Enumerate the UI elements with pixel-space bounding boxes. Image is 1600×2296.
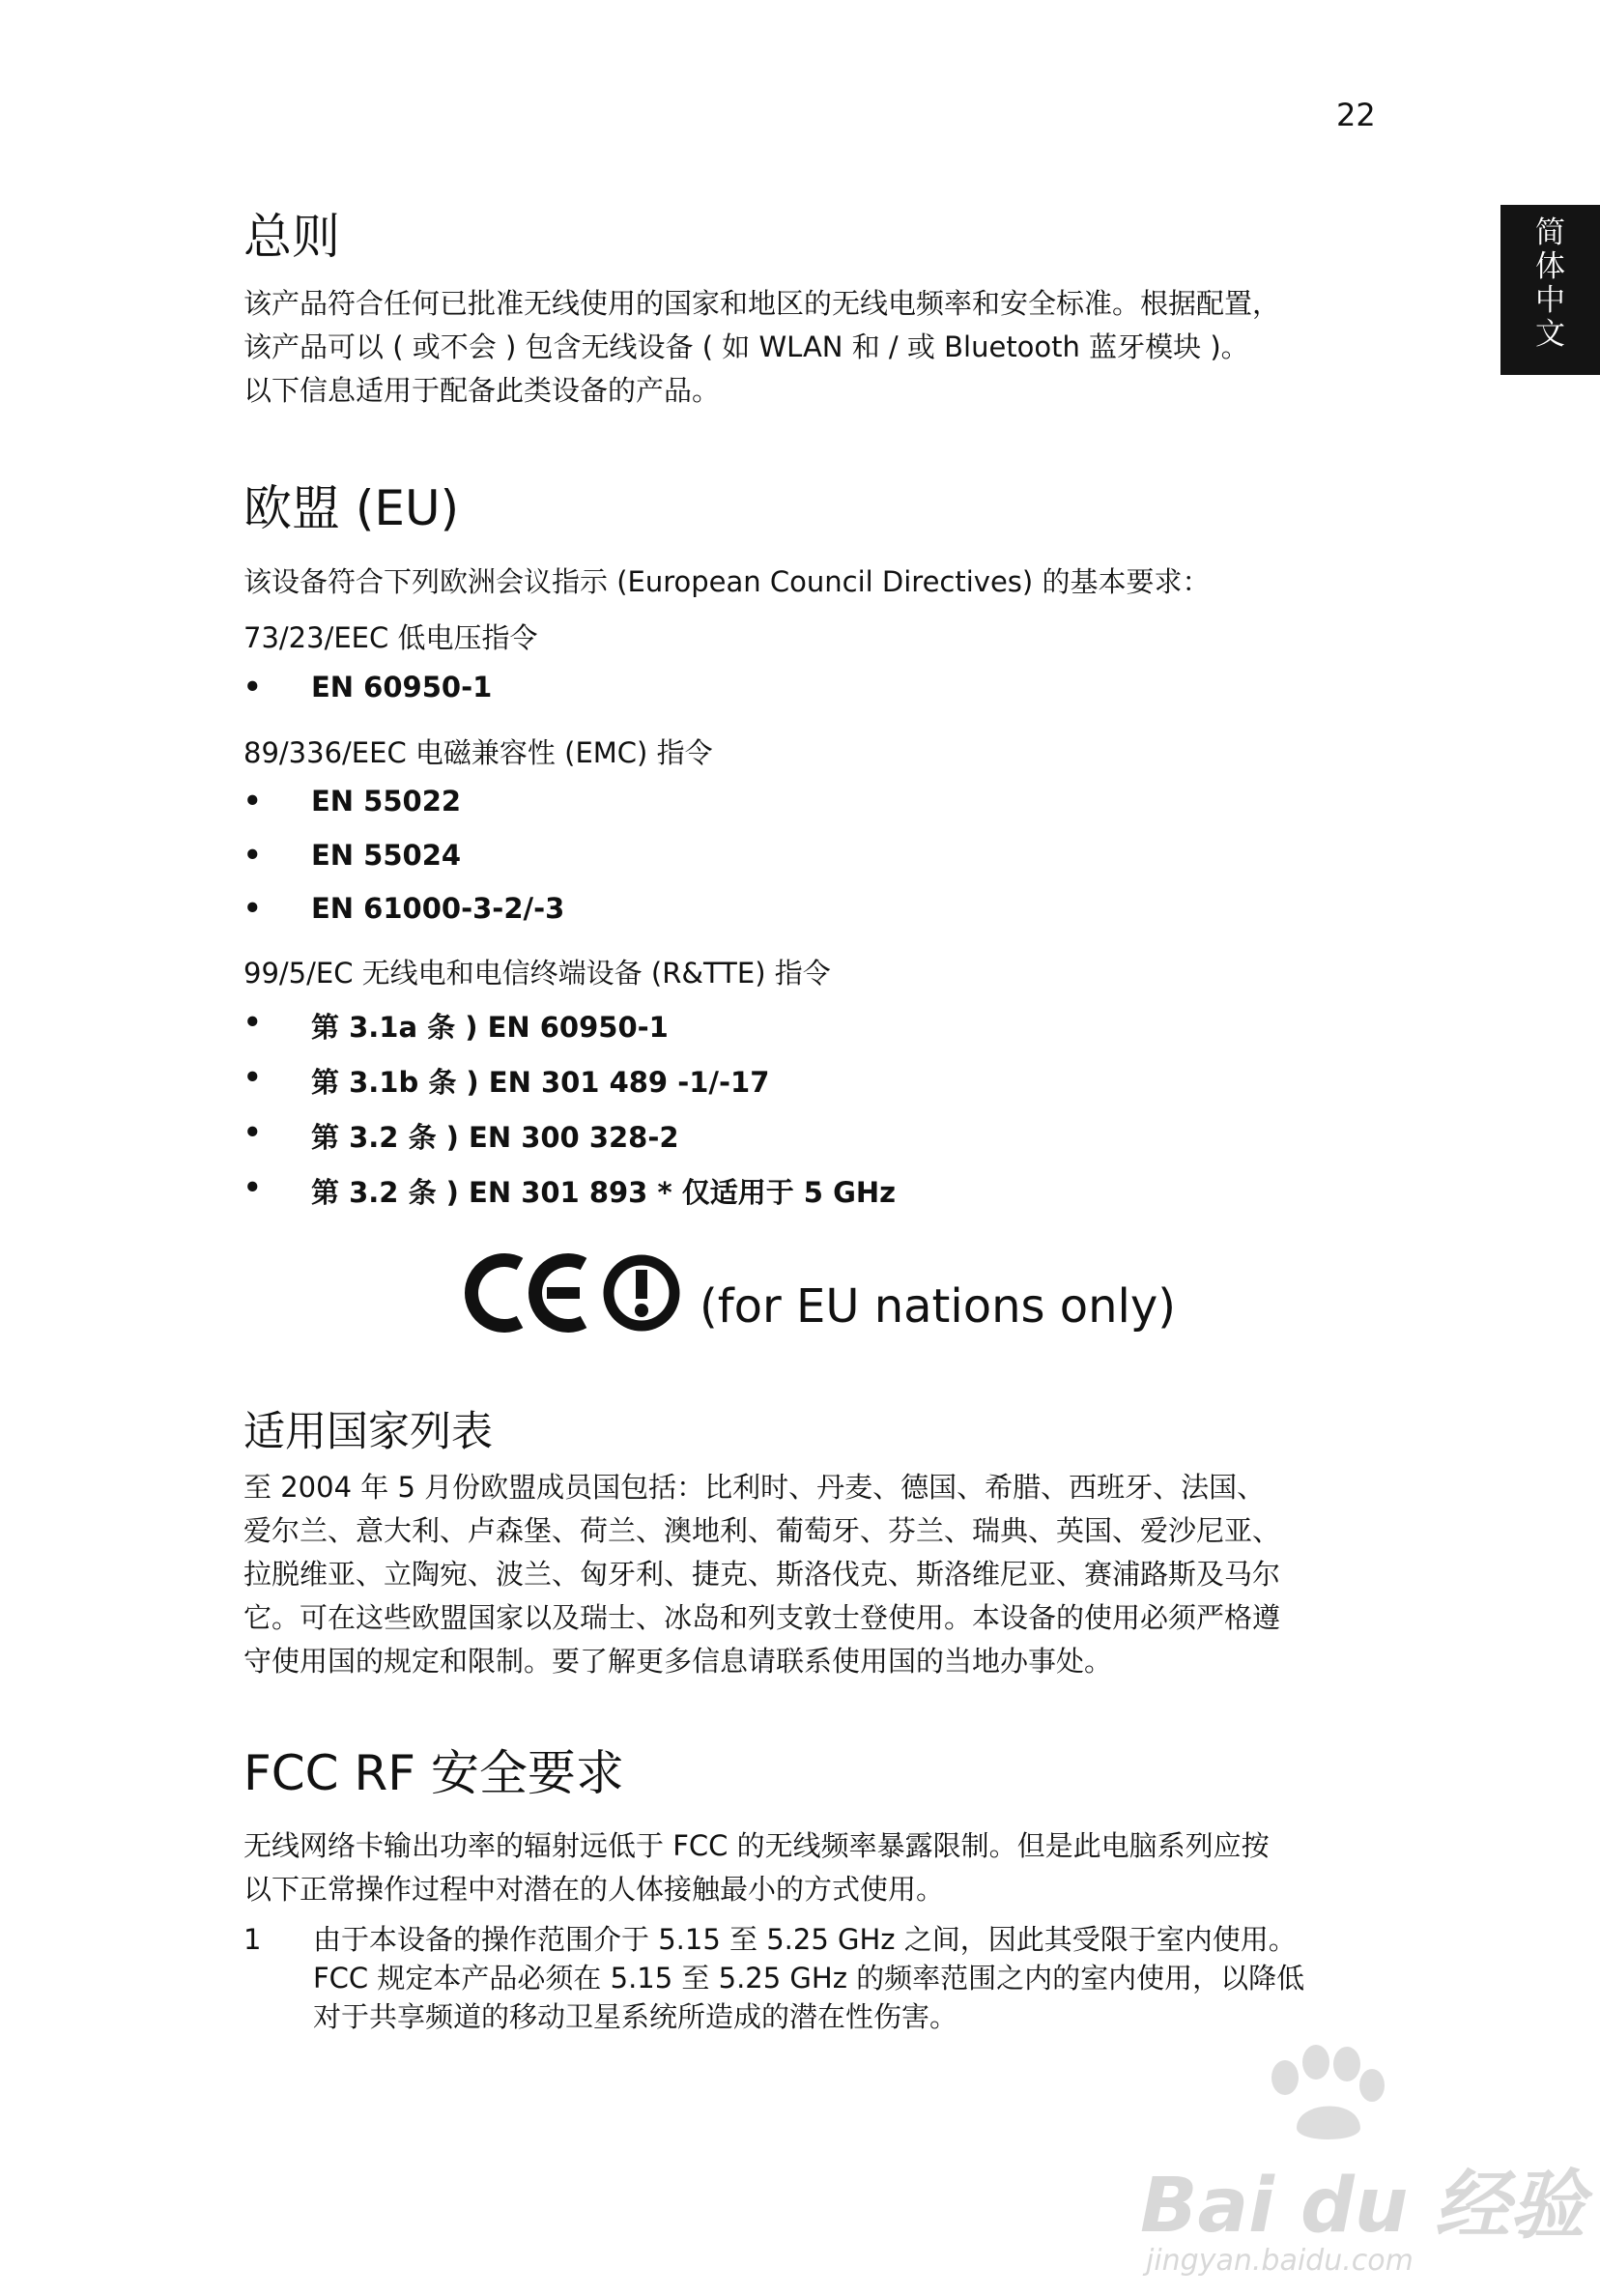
bullet-icon: • (243, 1116, 262, 1149)
bullet-icon: • (243, 1171, 262, 1204)
baidu-watermark (1140, 2039, 1586, 2281)
item-number: 1 (243, 1923, 262, 1956)
bullet-text: EN 55022 (311, 785, 462, 818)
watermark-text: Bai du 经验 (1140, 2163, 1586, 2250)
bullet-icon: • (243, 785, 262, 818)
ce-mark-row (458, 1247, 1192, 1343)
bullet-icon: • (243, 892, 262, 925)
language-tab-char: 体 (1535, 249, 1565, 284)
countries-heading: 适用国家列表 (243, 1408, 493, 1456)
bullet-text: 第 3.2 条 ) EN 301 893 * 仅适用于 5 GHz (311, 1176, 897, 1209)
paw-icon (1246, 2039, 1401, 2145)
bullet-text: 第 3.1a 条 ) EN 60950-1 (311, 1011, 669, 1044)
countries-line: 守使用国的规定和限制。要了解更多信息请联系使用国的当地办事处。 (243, 1645, 1113, 1678)
eu-heading: 欧盟 (EU) (243, 480, 460, 536)
bullet-text: EN 61000-3-2/-3 (311, 892, 565, 925)
page-number: 22 (1336, 97, 1376, 133)
directive-rtte: 99/5/EC 无线电和电信终端设备 (R&TTE) 指令 (243, 957, 831, 990)
directive-low-voltage: 73/23/EEC 低电压指令 (243, 621, 538, 654)
bullet-icon: • (243, 839, 262, 872)
bullet-text: 第 3.2 条 ) EN 300 328-2 (311, 1121, 679, 1154)
general-line: 该产品可以 ( 或不会 ) 包含无线设备 ( 如 WLAN 和 / 或 Bluetooth 蓝牙模块 )。 (243, 330, 1249, 363)
fcc-line: 以下正常操作过程中对潜在的人体接触最小的方式使用。 (243, 1873, 945, 1906)
fcc-heading: FCC RF 安全要求 (243, 1745, 624, 1801)
general-paragraph (243, 282, 1393, 413)
bullet-icon: • (243, 671, 262, 703)
countries-paragraph (243, 1466, 1393, 1683)
eu-intro: 该设备符合下列欧洲会议指示 (European Council Directives) 的基本要求： (243, 565, 1211, 598)
item-line: 由于本设备的操作范围介于 5.15 至 5.25 GHz 之间，因此其受限于室内使用。 (313, 1923, 1297, 1956)
countries-line: 它。可在这些欧盟国家以及瑞士、冰岛和列支敦士登使用。本设备的使用必须严格遵 (243, 1601, 1281, 1634)
general-line: 以下信息适用于配备此类设备的产品。 (243, 374, 721, 407)
countries-line: 至 2004 年 5 月份欧盟成员国包括：比利时、丹麦、德国、希腊、西班牙、法国、 (243, 1471, 1266, 1504)
language-tab-char: 文 (1535, 317, 1565, 352)
bullet-text: EN 60950-1 (311, 671, 493, 703)
bullet-text: 第 3.1b 条 ) EN 301 489 -1/-17 (311, 1066, 770, 1099)
language-tab-char: 中 (1535, 283, 1565, 318)
directive-emc: 89/336/EEC 电磁兼容性 (EMC) 指令 (243, 736, 713, 769)
ce-mark-icon (458, 1247, 690, 1339)
item-line: FCC 规定本产品必须在 5.15 至 5.25 GHz 的频率范围之内的室内使用，以降低 (313, 1962, 1305, 1995)
bullet-icon: • (243, 1061, 262, 1094)
item-body (313, 1920, 1395, 2036)
language-tab-char: 简 (1535, 215, 1565, 250)
general-line: 该产品符合任何已批准无线使用的国家和地区的无线电频率和安全标准。根据配置， (243, 287, 1281, 320)
countries-line: 爱尔兰、意大利、卢森堡、荷兰、澳地利、葡萄牙、芬兰、瑞典、英国、爱沙尼亚、 (243, 1514, 1281, 1547)
language-tab (1500, 205, 1600, 375)
countries-line: 拉脱维亚、立陶宛、波兰、匈牙利、捷克、斯洛伐克、斯洛维尼亚、赛浦路斯及马尔 (243, 1558, 1281, 1591)
item-line: 对于共享频道的移动卫星系统所造成的潜在性伤害。 (313, 2000, 958, 2033)
bullet-text: EN 55024 (311, 839, 462, 872)
fcc-paragraph (243, 1824, 1393, 1911)
fcc-line: 无线网络卡输出功率的辐射远低于 FCC 的无线频率暴露限制。但是此电脑系列应按 (243, 1829, 1270, 1862)
general-heading: 总则 (243, 209, 340, 265)
bullet-icon: • (243, 1006, 262, 1039)
ce-caption: (for EU nations only) (700, 1279, 1177, 1334)
watermark-url: jingyan.baidu.com (1146, 2244, 1414, 2278)
